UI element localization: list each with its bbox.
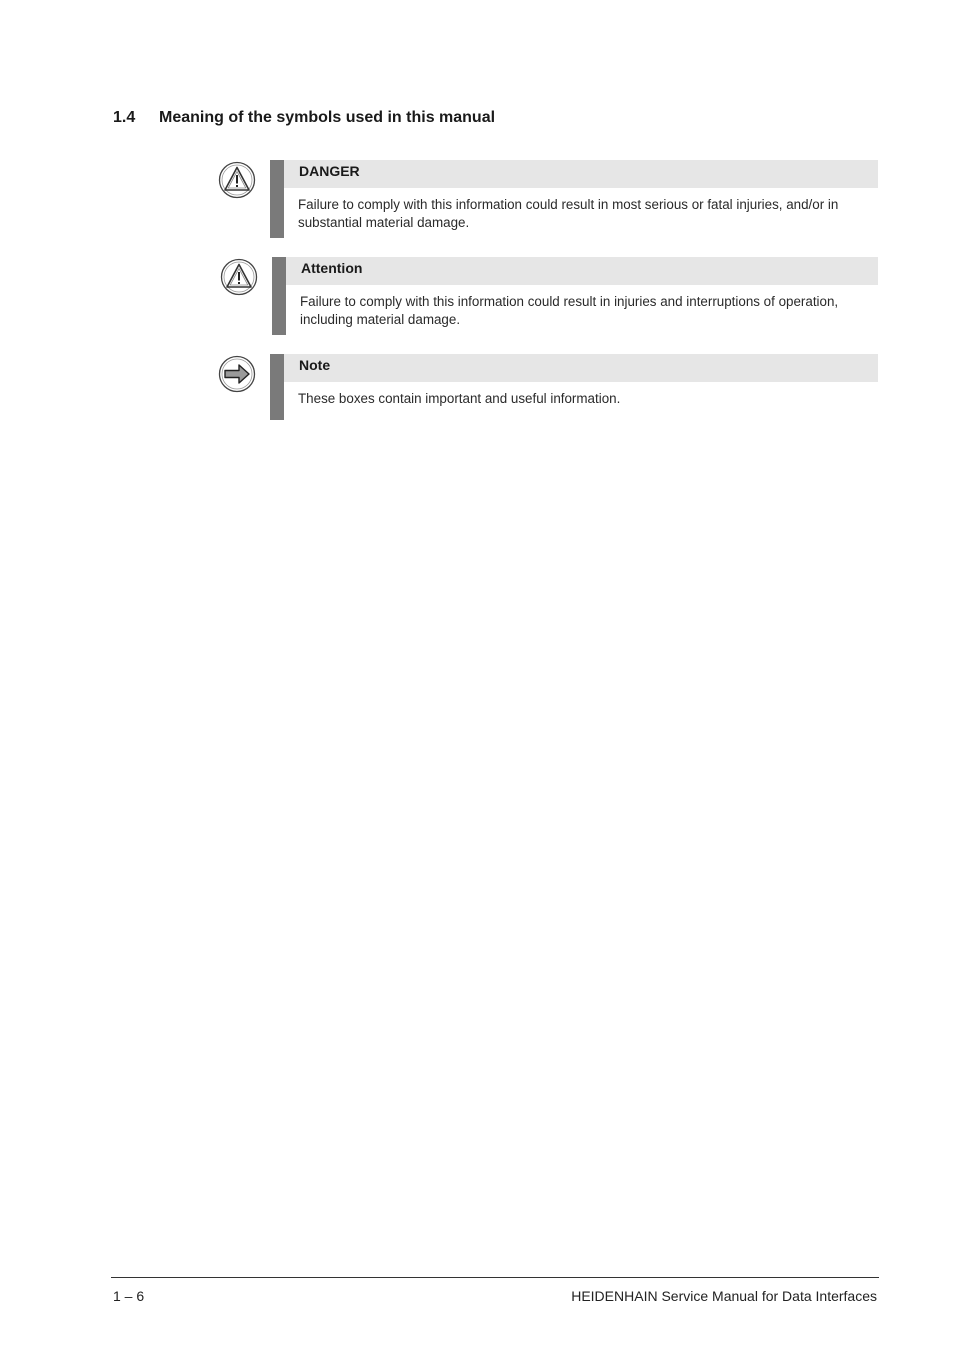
section-title: Meaning of the symbols used in this manual [159, 109, 496, 126]
footer-page-number: 1 – 6 [113, 1288, 145, 1304]
notice-bar [270, 160, 284, 238]
section-number: 1.4 [113, 109, 136, 126]
note-notice [217, 354, 878, 420]
notice-label: Attention [286, 257, 878, 285]
section-heading [113, 109, 495, 127]
warning-triangle-icon [219, 257, 259, 297]
notice-text: Failure to comply with this information could result in most serious or fatal injuries, and/or in substantial material damage. [298, 197, 839, 230]
notice-bar [272, 257, 286, 335]
notice-label: DANGER [284, 160, 878, 188]
notice-text: These boxes contain important and useful information. [298, 391, 621, 406]
footer-manual-title: HEIDENHAIN Service Manual for Data Interfaces [571, 1288, 877, 1304]
attention-notice [219, 257, 878, 335]
warning-triangle-icon [217, 160, 257, 200]
notice-bar [270, 354, 284, 420]
notice-label: Note [284, 354, 878, 382]
notice-text: Failure to comply with this information could result in injuries and interruptions of operation, including material damage. [300, 294, 839, 327]
danger-notice [217, 160, 878, 238]
footer-divider [111, 1277, 879, 1278]
arrow-right-icon [217, 354, 257, 394]
